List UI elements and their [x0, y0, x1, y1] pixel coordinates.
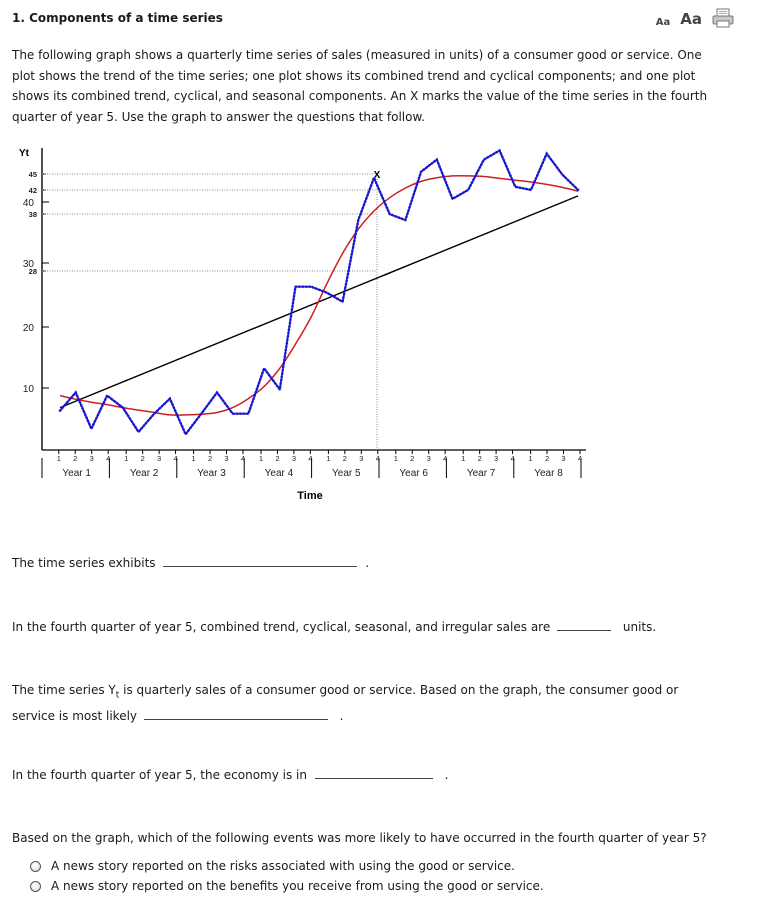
quarter-label: 2 — [342, 454, 347, 463]
intro-paragraph: The following graph shows a quarterly time series of sales (measured in units) of a consumer good or service. One plot shows the trend of the time series; one plot shows its combined trend and cyclical components; and one plot shows its combined trend, cyclical, and seasonal components. An X marks the value of the time series in the fourth quarter of year 5. Use the graph to answer the questions that follow. — [12, 48, 708, 124]
q2-answer-input[interactable] — [557, 616, 611, 631]
quarter-label: 4 — [308, 454, 313, 463]
q3-line2: service is most likely — [12, 709, 138, 724]
question-4 — [12, 680, 712, 726]
quarter-label: 1 — [56, 454, 61, 463]
quarter-label: 2 — [73, 454, 78, 463]
quarter-label: 2 — [140, 454, 145, 463]
y-tick-label: 45 — [28, 170, 37, 179]
year-label: Year 1 — [62, 468, 91, 479]
radio-button[interactable] — [30, 881, 41, 892]
q3-prefix: The time series — [12, 683, 109, 697]
y-tick-label: 40 — [22, 198, 34, 209]
y-axis-title: Yt — [19, 148, 29, 159]
q2-text: In the fourth quarter of year 5, combined trend, cyclical, seasonal, and irregular sales are — [12, 620, 551, 634]
y-tick-label: 10 — [22, 384, 34, 395]
radio-button[interactable] — [30, 861, 41, 872]
quarter-label: 3 — [426, 454, 431, 463]
quarter-label: 3 — [157, 454, 162, 463]
q3-y: Y — [108, 683, 116, 697]
q5-option-2[interactable] — [30, 879, 544, 893]
quarter-label: 4 — [510, 454, 515, 463]
quarter-label: 2 — [275, 454, 280, 463]
quarter-label: 3 — [291, 454, 296, 463]
quarter-label: 1 — [528, 454, 533, 463]
quarter-label: 3 — [224, 454, 229, 463]
question-6-prompt: Based on the graph, which of the following events was more likely to have occurred in the fourth quarter of year 5? — [12, 831, 707, 845]
quarter-label: 4 — [577, 454, 583, 463]
quarter-label: 4 — [375, 454, 380, 463]
quarter-label: 4 — [443, 454, 448, 463]
quarter-label: 2 — [477, 454, 482, 463]
quarter-label: 1 — [191, 454, 196, 463]
increase-font-button[interactable]: Aa — [680, 10, 702, 28]
question-heading: 1. Components of a time series — [12, 11, 223, 25]
quarter-label: 3 — [494, 454, 499, 463]
quarter-label: 4 — [173, 454, 178, 463]
year-label: Year 8 — [534, 468, 563, 479]
quarter-label: 2 — [544, 454, 550, 463]
q4-text: In the fourth quarter of year 5, the economy is in — [12, 768, 307, 782]
toolbar — [656, 8, 734, 28]
quarter-label: 3 — [561, 454, 566, 463]
year-label: Year 2 — [129, 468, 159, 479]
year-label: Year 3 — [197, 468, 226, 479]
y-tick-label: 20 — [22, 323, 34, 334]
q5-option-1-label: A news story reported on the risks associated with using the good or service. — [51, 859, 515, 873]
quarter-label: 1 — [461, 454, 466, 463]
q1-text: The time series exhibits — [12, 556, 156, 570]
q5-option-1[interactable] — [30, 859, 515, 873]
quarter-label: 2 — [410, 454, 415, 463]
q3-suffix: is quarterly sales of a consumer good or service. Based on the graph, the consumer good or — [119, 683, 679, 697]
decrease-font-button[interactable]: Aa — [655, 17, 671, 28]
q3-y-sub: t — [115, 690, 120, 701]
q2-units: units. — [622, 620, 657, 634]
quarter-label: 2 — [207, 454, 213, 463]
question-3 — [12, 616, 656, 637]
q3-answer-dropdown[interactable] — [144, 705, 328, 720]
year-label: Year 6 — [399, 468, 428, 479]
quarter-label: 4 — [106, 454, 111, 463]
print-icon[interactable] — [712, 8, 734, 28]
quarter-label: 1 — [326, 454, 331, 463]
y-tick-label: 42 — [28, 186, 37, 195]
q1-end: . — [365, 556, 370, 570]
time-series-chart — [0, 140, 758, 510]
q4-answer-dropdown[interactable] — [315, 764, 433, 779]
year-label: Year 7 — [466, 468, 496, 479]
quarter-label: 4 — [240, 454, 246, 463]
quarter-label: 3 — [359, 454, 364, 463]
y-tick-label: 38 — [28, 210, 37, 219]
trend-cyclical-seasonal-line — [60, 151, 578, 435]
y-tick-label: 28 — [28, 267, 37, 276]
quarter-label: 3 — [89, 454, 94, 463]
year-label: Year 4 — [264, 468, 294, 479]
trend-cyclical-curve — [60, 176, 578, 415]
q3-end: . — [339, 709, 344, 724]
x-axis-title: Time — [297, 490, 323, 502]
q5-option-2-label: A news story reported on the benefits you receive from using the good or service. — [51, 879, 544, 893]
quarter-label: 1 — [393, 454, 398, 463]
quarter-label: 1 — [124, 454, 129, 463]
x-marker: X — [373, 170, 381, 181]
question-5 — [12, 764, 448, 785]
quarter-label: 1 — [258, 454, 264, 463]
q4-end: . — [444, 768, 449, 782]
y-tick-label: 30 — [22, 259, 34, 270]
question-2 — [12, 552, 369, 573]
year-label: Year 5 — [332, 468, 361, 479]
q1-answer-dropdown[interactable] — [163, 552, 357, 567]
